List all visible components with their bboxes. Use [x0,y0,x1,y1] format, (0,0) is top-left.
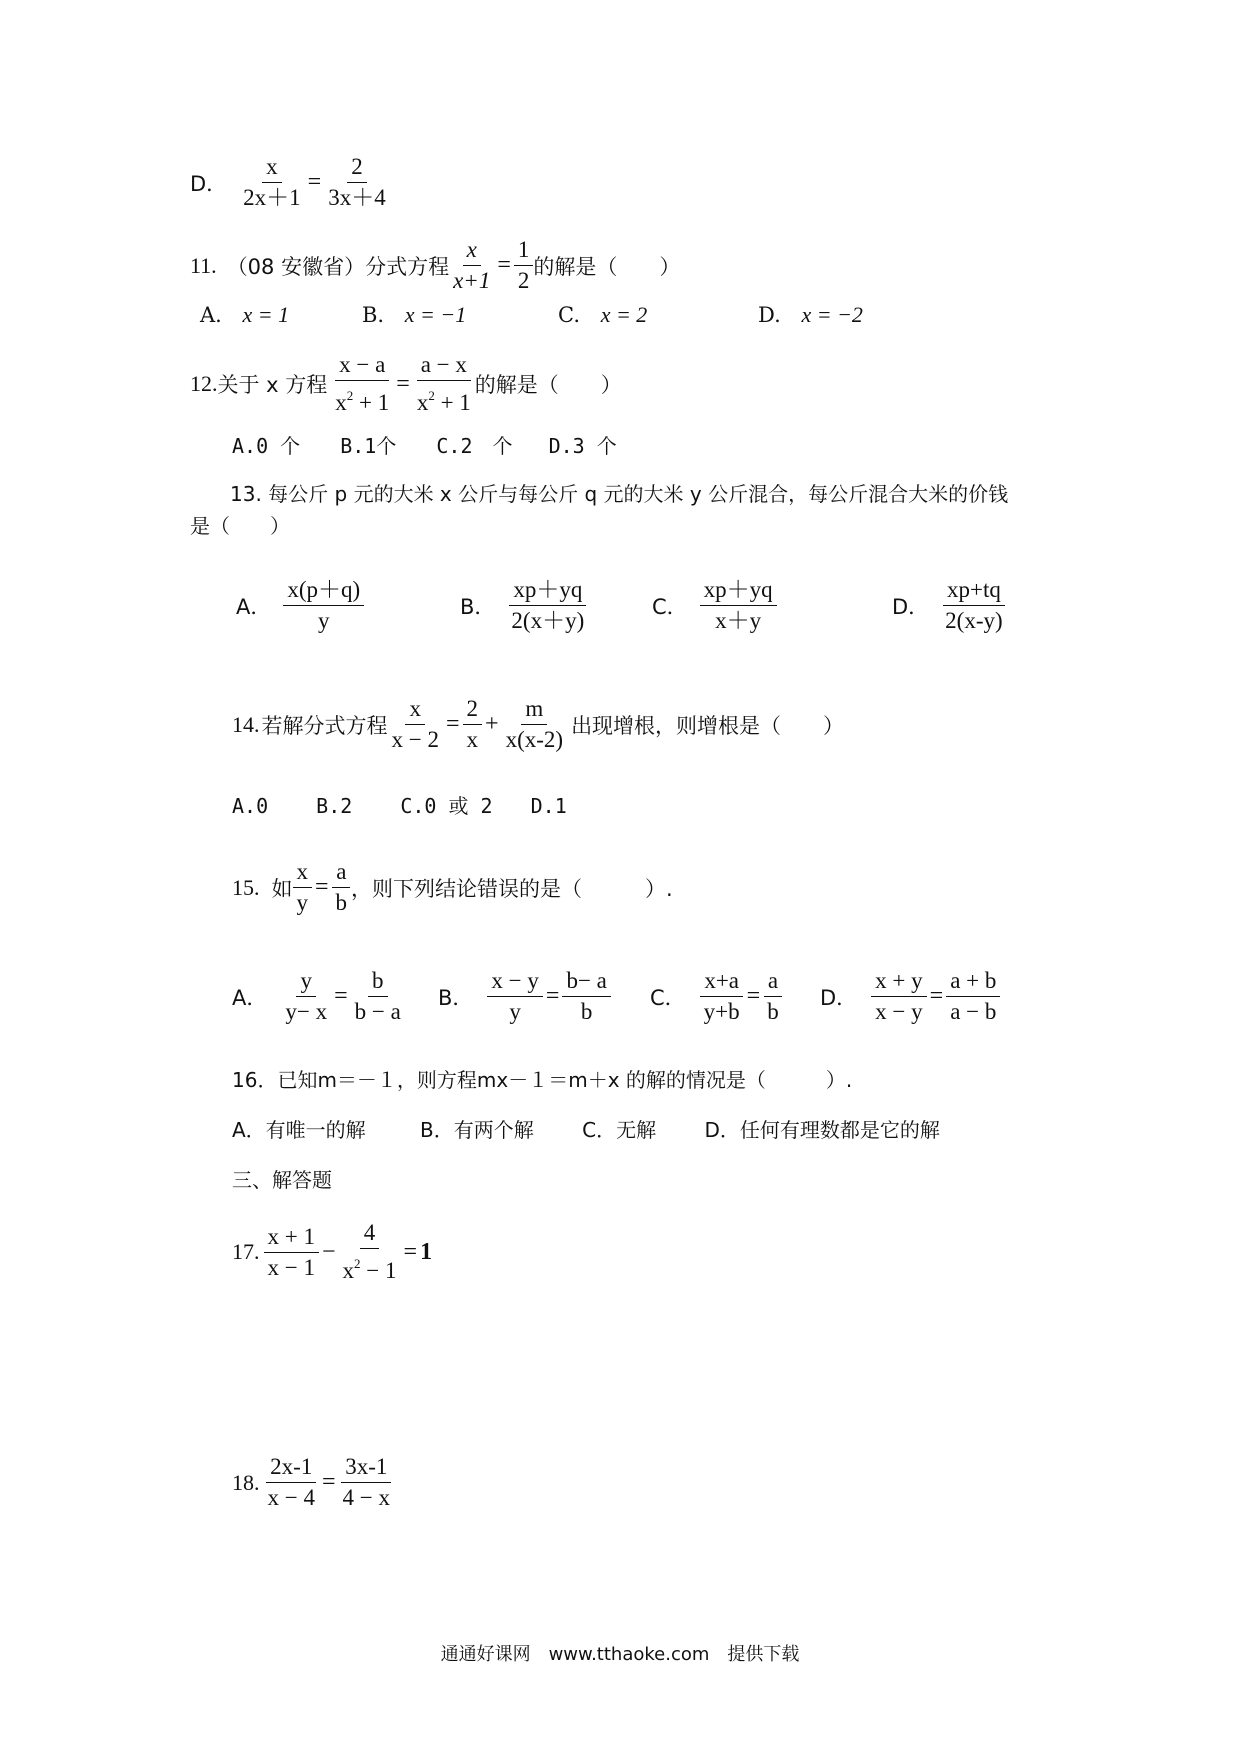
question-text: 的解是（ ） [474,373,622,397]
q12-option-c: C.2 个 [436,434,513,458]
q16-option-b: B．有两个解 [420,1118,534,1142]
option-label: D． [892,594,930,619]
q14-option-c: C.0 或 2 [400,794,493,818]
q12-option-b: B.1个 [340,434,397,458]
fraction: $\frac{x}{2x+1}$ [243,154,301,210]
fraction: $\frac{2}{x}$ [463,694,483,755]
question-number: 18. [232,1469,260,1495]
q11-option-c [558,304,647,326]
option-label: C． [652,594,688,619]
equals-sign: = [315,874,329,900]
q16-option-a: A．有唯一的解 [232,1118,366,1142]
fraction: $\frac{xp+yq}{x+y}$ [700,575,777,636]
option-label: A. [200,303,222,327]
q12-stem [190,350,622,418]
equals-sign: = [545,983,560,1009]
q16-stem: 16．已知m＝－１，则方程mx－１＝m＋x 的解的情况是（ ）. [232,1068,853,1092]
q18 [232,1452,394,1513]
q13-stem-line2: 是（ ） [190,514,290,538]
q17 [232,1218,432,1286]
page-footer: 通通好课网 www.tthaoke.com 提供下载 [440,1644,800,1665]
q13-option-c [652,575,777,636]
equals-sign: = [746,983,761,1009]
q16-option-d: D．任何有理数都是它的解 [704,1118,940,1142]
fraction: $\frac{4}{x^2 - 1}$ [342,1220,397,1283]
q14-option-d: D.1 [530,794,567,818]
q13-option-b [460,575,588,636]
fraction: $\frac{a - x}{x^2 + 1}$ [416,352,471,415]
minus-sign: − [321,1238,336,1265]
q12-option-d: D.3 个 [548,434,617,458]
fraction: $\frac{x + y}{x - y}$ [871,966,926,1027]
option-label: D． [190,171,228,196]
equals-sign: = [445,711,460,737]
option-label: B． [438,985,474,1010]
fraction: $\frac{1}{2}$ [514,235,534,296]
option-label: D． [820,985,858,1010]
equals-sign: = [403,1238,418,1265]
option-label: A． [232,985,268,1010]
fraction: $\frac{b- a}{b}$ [562,966,610,1027]
fraction: $\frac{m}{x(x-2)}$ [505,696,564,752]
question-number: 17. [232,1239,260,1264]
q14-options [232,796,567,816]
fraction: $\frac{x}{y}$ [293,857,313,918]
q15-option-a [232,966,405,1027]
fraction: $\frac{xp+tq}{2(x-y)}$ [941,575,1006,636]
option-value: x = 1 [242,302,290,327]
fraction: $\frac{x}{x+1}$ [453,237,491,293]
q15-option-d [820,966,1000,1027]
option-value: x = 2 [600,302,648,327]
fraction: $\frac{2x-1}{x - 4}$ [267,1454,315,1510]
question-number: 12. [190,371,218,396]
option-label: C． [650,985,686,1010]
option-value: x = −2 [801,302,863,327]
q14-stem [232,694,844,755]
q13-option-a [236,575,364,636]
option-label: B． [460,594,496,619]
fraction: $\frac{x - y}{y}$ [487,966,542,1027]
q15-option-b [438,966,611,1027]
equals-sign: = [307,169,322,195]
fraction: $\frac{2}{3x+4}$ [328,154,386,210]
fraction: $\frac{x+a}{y+b}$ [700,966,744,1027]
q11-option-d [758,304,863,326]
option-label: D. [758,303,781,327]
question-text: ，则下列结论错误的是（ ）. [351,876,673,901]
fraction: $\frac{a}{b}$ [332,857,352,918]
fraction: $\frac{3x-1}{4 - x}$ [342,1454,391,1510]
q14-option-a: A.0 [232,794,269,818]
q11-stem [190,235,680,296]
option-value: x = −1 [404,302,467,327]
q12-option-a: A.0 个 [232,434,301,458]
question-text: 若解分式方程 [261,713,388,738]
equals-sign: = [497,252,511,278]
fraction: $\frac{b}{b - a}$ [354,968,401,1024]
fraction: $\frac{a + b}{a - b}$ [946,966,1000,1027]
question-text: 如 [271,876,293,901]
q15-stem [232,857,673,918]
option-label: B. [362,303,385,327]
fraction: $\frac{x(p+q)}{y}$ [283,575,364,636]
option-label: C. [558,303,580,327]
equals-sign: = [929,983,944,1009]
question-text: 的解是（ ） [533,254,681,279]
q13-stem-line1: 13. 每公斤 p 元的大米 x 公斤与每公斤 q 元的大米 y 公斤混合，每公斤混合大米的价钱 [230,482,1009,506]
plus-sign: + [485,711,499,737]
q14-option-b: B.2 [316,794,353,818]
fraction: $\frac{xp+yq}{2(x+y)}$ [507,575,588,636]
question-number: 11. [190,252,217,278]
question-text: 关于 x 方程 [217,373,328,397]
equals-sign: = [334,983,348,1009]
q12-options [232,436,617,456]
fraction: $\frac{y}{y- x}$ [285,968,328,1024]
q10-option-d [190,152,390,213]
fraction: $\frac{x - a}{x^2 + 1}$ [335,352,390,415]
fraction: $\frac{x}{x - 2}$ [391,696,439,752]
q16-option-c: C．无解 [582,1118,657,1142]
q15-option-c [650,966,783,1027]
question-text: （08 安徽省）分式方程 [226,254,450,279]
equals-sign: = [396,370,410,397]
fraction: $\frac{a}{b}$ [763,966,783,1027]
q11-option-a [200,304,289,326]
q16-options [232,1120,940,1140]
question-number: 14. [232,711,260,737]
rhs-value: 1 [420,1238,433,1265]
q13-option-d [892,575,1007,636]
section-title: 三、解答题 [232,1168,332,1192]
fraction: $\frac{x + 1}{x - 1}$ [264,1222,319,1283]
option-label: A． [236,594,272,619]
question-text: 出现增根，则增根是（ ） [571,713,845,738]
question-number: 15. [232,874,260,900]
equals-sign: = [321,1469,336,1495]
q11-option-b [362,304,466,326]
